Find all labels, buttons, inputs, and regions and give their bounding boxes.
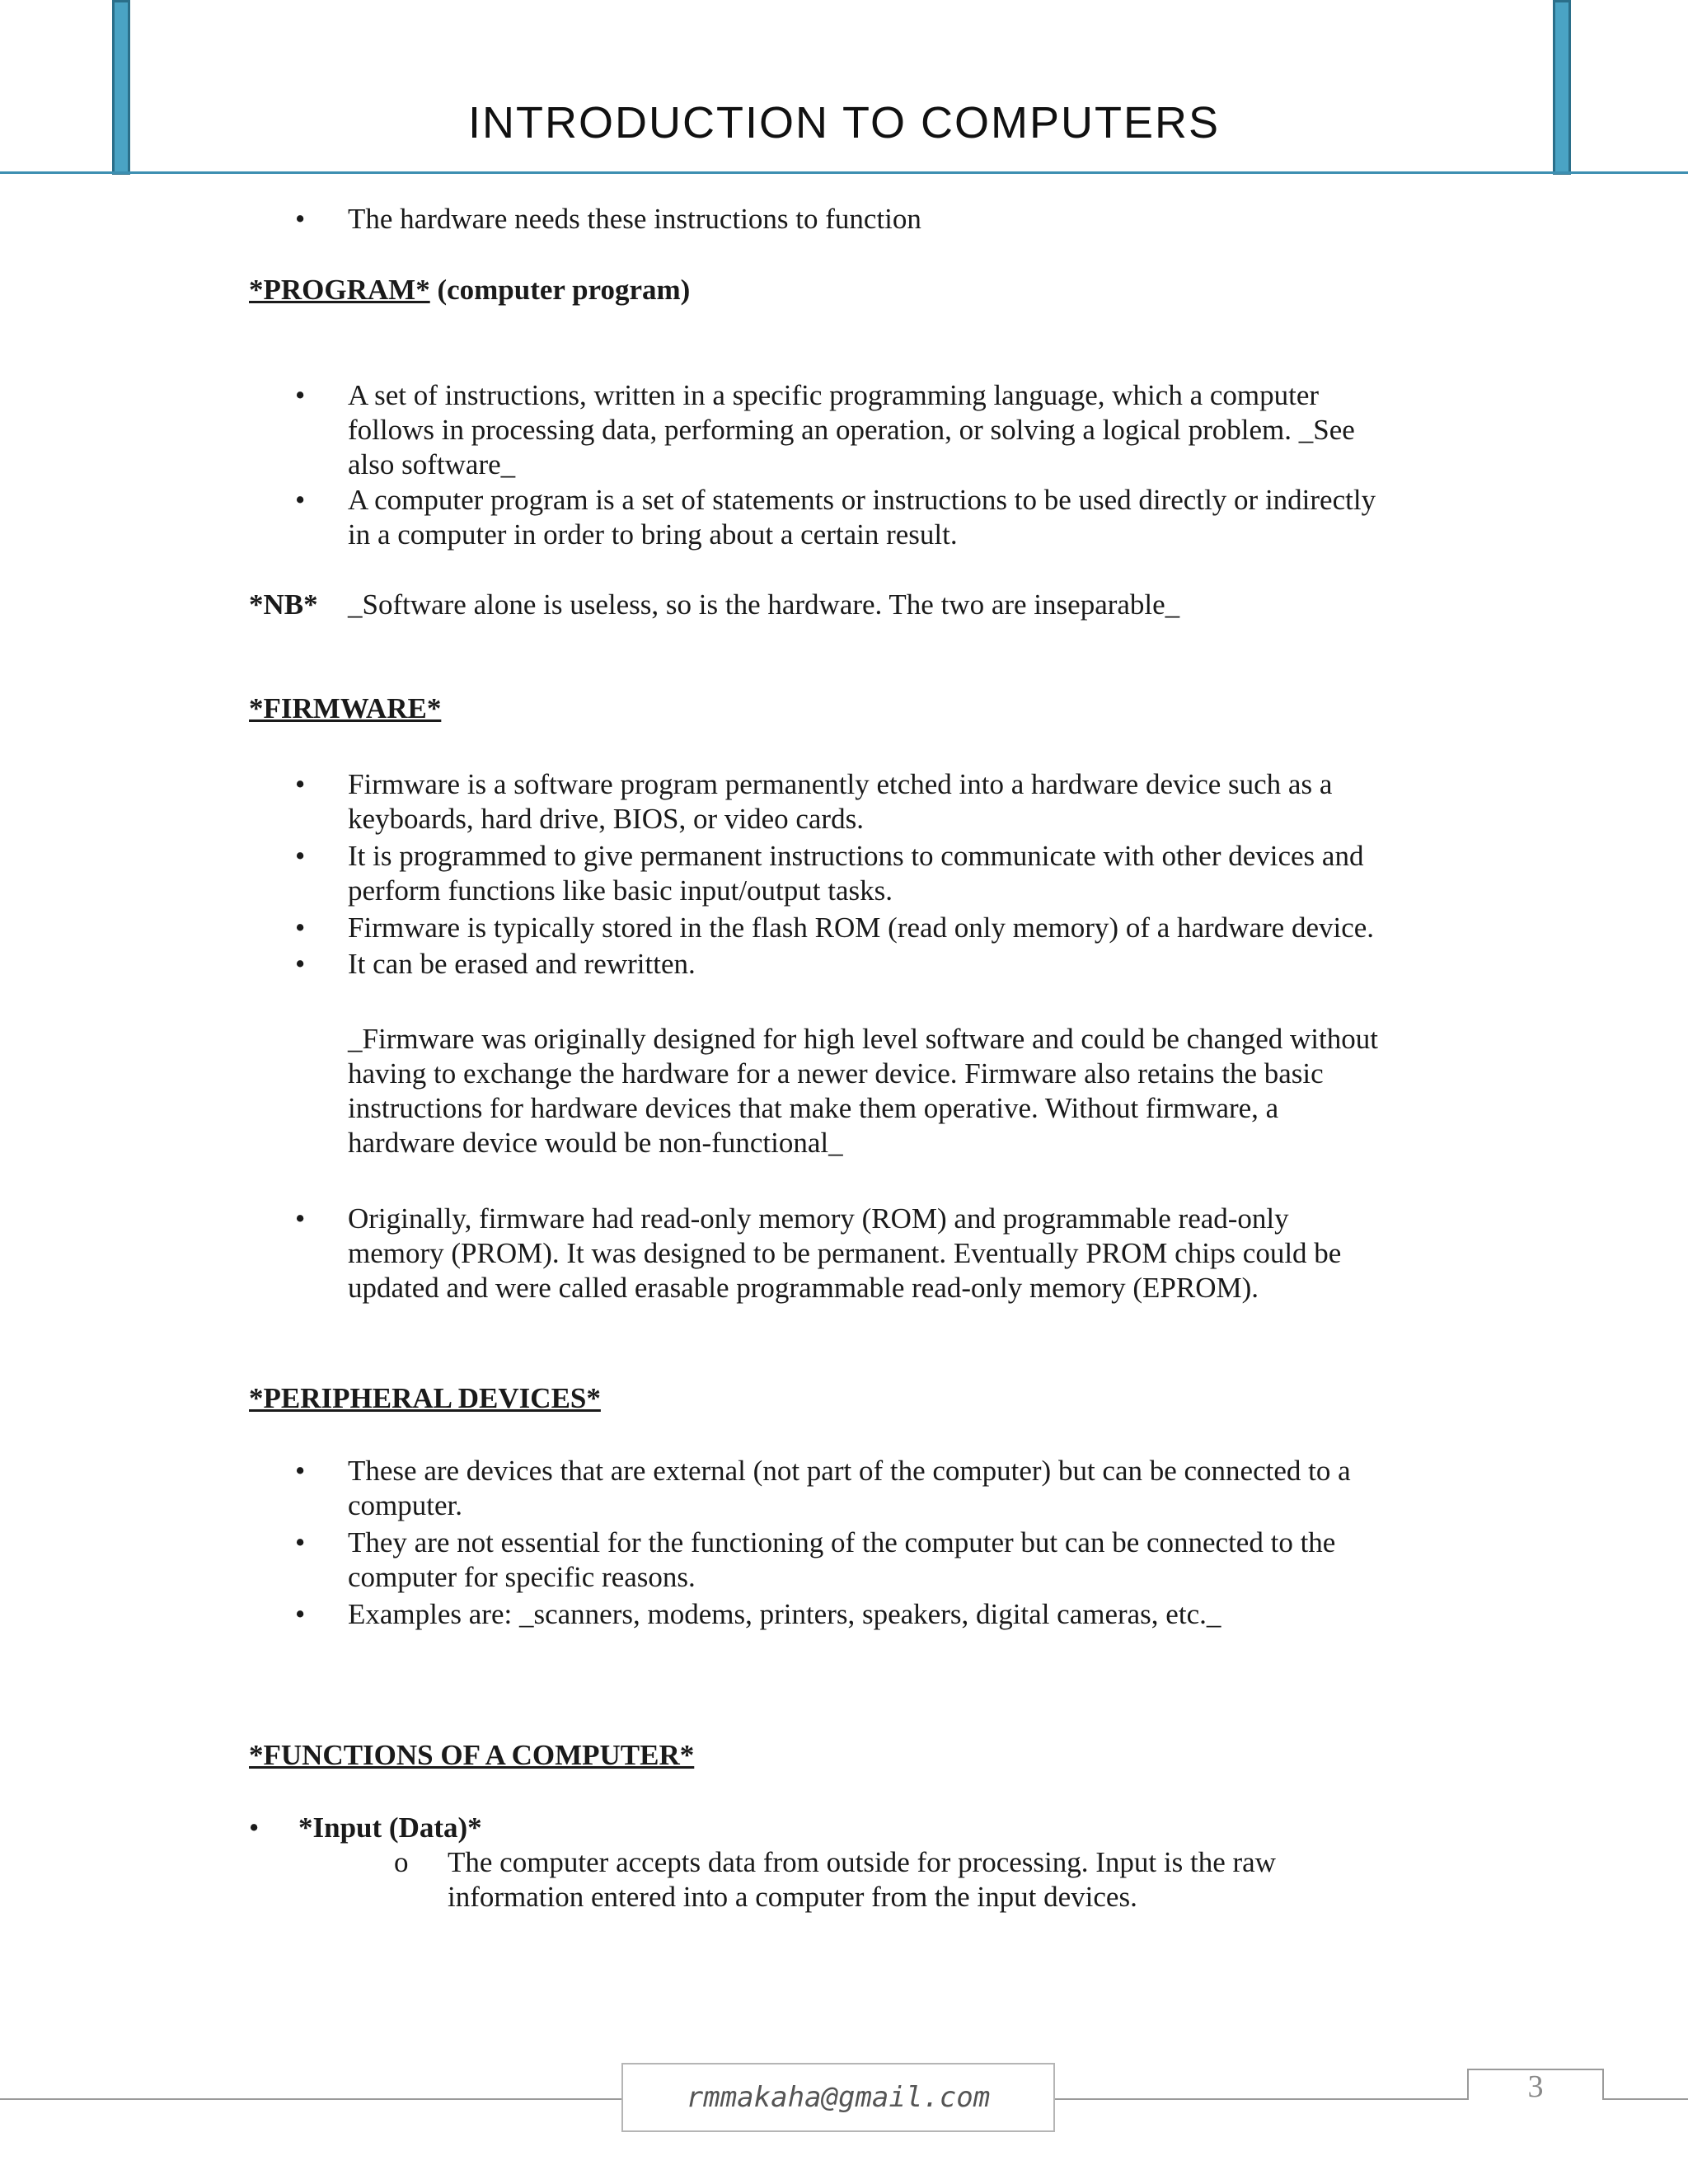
bullet-glyph: • <box>295 1202 306 1235</box>
firmware-para-line1: _Firmware was originally designed for high level software and could be changed without <box>348 1023 1378 1055</box>
firmware-b5-line1: Originally, firmware had read-only memory (ROM) and programmable read-only <box>348 1202 1289 1235</box>
functions-heading-text: *FUNCTIONS OF A COMPUTER* <box>249 1739 695 1771</box>
program-b1-line1: A set of instructions, written in a specific programming language, which a computer <box>348 379 1320 411</box>
footer-rule-left <box>0 2098 621 2100</box>
nb-text: _Software alone is useless, so is the hardware. The two are inseparable_ <box>348 588 1180 621</box>
bullet-glyph: • <box>295 840 306 872</box>
functions-input-line2: information entered into a computer from the input devices. <box>448 1881 1137 1913</box>
footer-rule-middle <box>1055 2098 1467 2100</box>
firmware-b4: It can be erased and rewritten. <box>348 948 696 980</box>
program-b1-line3: also software_ <box>348 448 516 480</box>
header-decor-bar-left <box>112 0 130 175</box>
firmware-b2-line2: perform functions like basic input/output tasks. <box>348 874 893 907</box>
peripheral-b3: Examples are: _scanners, modems, printers, speakers, digital cameras, etc._ <box>348 1598 1221 1630</box>
bullet-glyph: • <box>295 379 306 411</box>
program-heading-rest: (computer program) <box>429 274 691 306</box>
bullet-glyph: • <box>295 1598 306 1630</box>
program-heading-marked: *PROGRAM* <box>249 274 430 306</box>
firmware-b1-line2: keyboards, hard drive, BIOS, or video cards. <box>348 803 864 835</box>
functions-input-label: *Input (Data)* <box>298 1811 482 1844</box>
firmware-b1-line1: Firmware is a software program permanently etched into a hardware device such as a <box>348 768 1333 800</box>
firmware-para-line3: instructions for hardware devices that make them operative. Without firmware, a <box>348 1092 1279 1124</box>
peripheral-b1-line1: These are devices that are external (not part of the computer) but can be connected to a <box>348 1455 1351 1487</box>
program-b2-line2: in a computer in order to bring about a certain result. <box>348 518 958 551</box>
nb-label: *NB* <box>249 588 318 621</box>
firmware-b2-line1: It is programmed to give permanent instructions to communicate with other devices and <box>348 840 1364 872</box>
bullet-glyph: • <box>295 948 306 980</box>
program-b1-line2: follows in processing data, performing an operation, or solving a logical problem. _See <box>348 414 1355 446</box>
peripheral-b2-line1: They are not essential for the functioning of the computer but can be connected to the <box>348 1526 1336 1558</box>
peripheral-heading <box>249 1380 601 1416</box>
firmware-heading <box>249 691 441 726</box>
header-rule <box>0 171 1688 174</box>
program-b2-line1: A computer program is a set of statements or instructions to be used directly or indirectly <box>348 484 1376 516</box>
peripheral-heading-text: *PERIPHERAL DEVICES* <box>249 1382 601 1414</box>
firmware-heading-text: *FIRMWARE* <box>249 692 442 724</box>
page-number: 3 <box>1527 2069 1544 2104</box>
firmware-b5-line3: updated and were called erasable programmable read-only memory (EPROM). <box>348 1272 1259 1304</box>
intro-bullet-text: The hardware needs these instructions to function <box>348 203 921 235</box>
bullet-glyph: • <box>295 1455 306 1487</box>
firmware-para-line2: having to exchange the hardware for a newer device. Firmware also retains the basic <box>348 1057 1324 1090</box>
functions-input-line1: The computer accepts data from outside for processing. Input is the raw <box>448 1846 1276 1878</box>
firmware-para-line4: hardware device would be non-functional_ <box>348 1127 843 1159</box>
bullet-glyph: • <box>295 1526 306 1558</box>
footer-email: rmmakaha@gmail.com <box>621 2063 1055 2132</box>
header-decor-bar-right <box>1553 0 1571 175</box>
bullet-glyph: • <box>295 912 306 944</box>
peripheral-b2-line2: computer for specific reasons. <box>348 1561 696 1593</box>
functions-heading <box>249 1737 694 1773</box>
peripheral-b1-line2: computer. <box>348 1489 462 1521</box>
page-header-title: INTRODUCTION TO COMPUTERS <box>467 98 1221 148</box>
program-heading <box>249 272 690 307</box>
sub-bullet-glyph: o <box>394 1846 409 1878</box>
bullet-glyph: • <box>249 1811 260 1844</box>
bullet-glyph: • <box>295 768 306 800</box>
firmware-b5-line2: memory (PROM). It was designed to be permanent. Eventually PROM chips could be <box>348 1237 1342 1269</box>
bullet-glyph: • <box>295 484 306 516</box>
footer-rule-right <box>1604 2098 1688 2100</box>
bullet-glyph: • <box>295 203 306 235</box>
firmware-b3: Firmware is typically stored in the flash ROM (read only memory) of a hardware device. <box>348 912 1375 944</box>
